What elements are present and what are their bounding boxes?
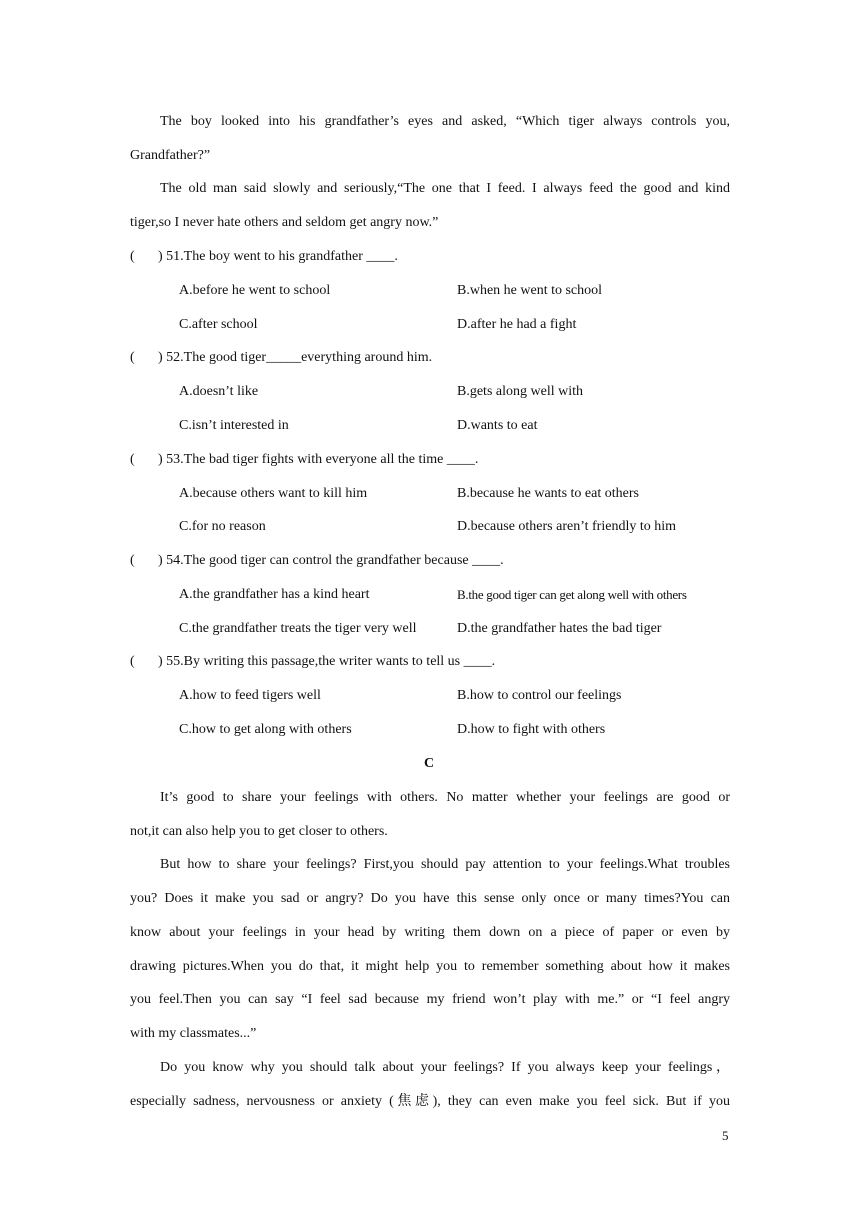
question-52 [130, 349, 432, 367]
question-stem: 51.The boy went to his grandfather ____. [166, 249, 398, 264]
question-54 [130, 552, 504, 570]
option-52-b: B.gets along well with [457, 384, 583, 399]
answer-bracket-close: ) [158, 452, 163, 467]
question-stem: 55.By writing this passage,the writer wants to tell us ____. [166, 654, 496, 669]
passage-b-paragraph-1-line-2: Grandfather?” [130, 148, 211, 163]
passage-b-paragraph-2-line-1: The old man said slowly and seriously,“The one that I feed. I always feed the good and kind [160, 181, 730, 196]
section-c-paragraph-1-line-1: It’s good to share your feelings with others. No matter whether your feelings are good or [160, 790, 730, 805]
option-53-d: D.because others aren’t friendly to him [457, 519, 677, 534]
option-53-b: B.because he wants to eat others [457, 486, 639, 501]
question-stem: 53.The bad tiger fights with everyone all the time ____. [166, 452, 479, 467]
section-c-paragraph-2-line-3: know about your feelings in your head by writing them down on a piece of paper or even by [130, 925, 730, 940]
passage-b-paragraph-2-line-2: tiger,so I never hate others and seldom get angry now.” [130, 215, 439, 230]
section-c-paragraph-2-line-5: you feel.Then you can say “I feel sad because my friend won’t play with me.” or “I feel angry [130, 992, 730, 1007]
answer-bracket-close: ) [158, 249, 163, 264]
option-51-a: A.before he went to school [179, 283, 331, 298]
option-52-d: D.wants to eat [457, 418, 538, 433]
section-c-paragraph-2-line-2: you? Does it make you sad or angry? Do you have this sense only once or many times?You can [130, 891, 730, 906]
section-c-heading: C [424, 756, 435, 771]
section-c-paragraph-1-line-2: not,it can also help you to get closer to others. [130, 824, 388, 839]
question-stem: 52.The good tiger_____everything around him. [166, 350, 433, 365]
answer-bracket-open: ( [130, 249, 135, 264]
option-51-d: D.after he had a fight [457, 317, 577, 332]
option-52-a: A.doesn’t like [179, 384, 259, 399]
option-51-b: B.when he went to school [457, 283, 603, 298]
passage-b-paragraph-1-line-1: The boy looked into his grandfather’s eyes and asked, “Which tiger always controls you, [160, 114, 730, 129]
answer-bracket-close: ) [158, 553, 163, 568]
answer-bracket-open: ( [130, 553, 135, 568]
answer-bracket-close: ) [158, 654, 163, 669]
option-55-c: C.how to get along with others [179, 722, 352, 737]
option-55-d: D.how to fight with others [457, 722, 606, 737]
answer-bracket-open: ( [130, 350, 135, 365]
page-number: 5 [722, 1128, 729, 1143]
option-54-b: B.the good tiger can get along well with others [457, 587, 687, 602]
option-54-c: C.the grandfather treats the tiger very well [179, 621, 417, 636]
option-52-c: C.isn’t interested in [179, 418, 289, 433]
section-c-paragraph-3-line-1: Do you know why you should talk about your feelings? If you always keep your feelings， [160, 1060, 730, 1075]
option-51-c: C.after school [179, 317, 258, 332]
option-53-a: A.because others want to kill him [179, 486, 368, 501]
answer-bracket-close: ) [158, 350, 163, 365]
option-53-c: C.for no reason [179, 519, 266, 534]
section-c-paragraph-2-line-6: with my classmates...” [130, 1026, 257, 1041]
option-55-b: B.how to control our feelings [457, 688, 622, 703]
option-55-a: A.how to feed tigers well [179, 688, 321, 703]
option-54-a: A.the grandfather has a kind heart [179, 587, 370, 602]
section-c-paragraph-3-line-2: especially sadness, nervousness or anxiety (焦虑), they can even make you feel sick. But if you [130, 1094, 730, 1109]
question-stem: 54.The good tiger can control the grandfather because ____. [166, 553, 504, 568]
option-54-d: D.the grandfather hates the bad tiger [457, 621, 662, 636]
question-53 [130, 451, 478, 469]
answer-bracket-open: ( [130, 654, 135, 669]
question-55 [130, 653, 495, 671]
question-51 [130, 248, 398, 266]
answer-bracket-open: ( [130, 452, 135, 467]
section-c-paragraph-2-line-1: But how to share your feelings? First,you should pay attention to your feelings.What troubles [160, 857, 730, 872]
section-c-paragraph-2-line-4: drawing pictures.When you do that, it might help you to remember something about how it makes [130, 959, 730, 974]
